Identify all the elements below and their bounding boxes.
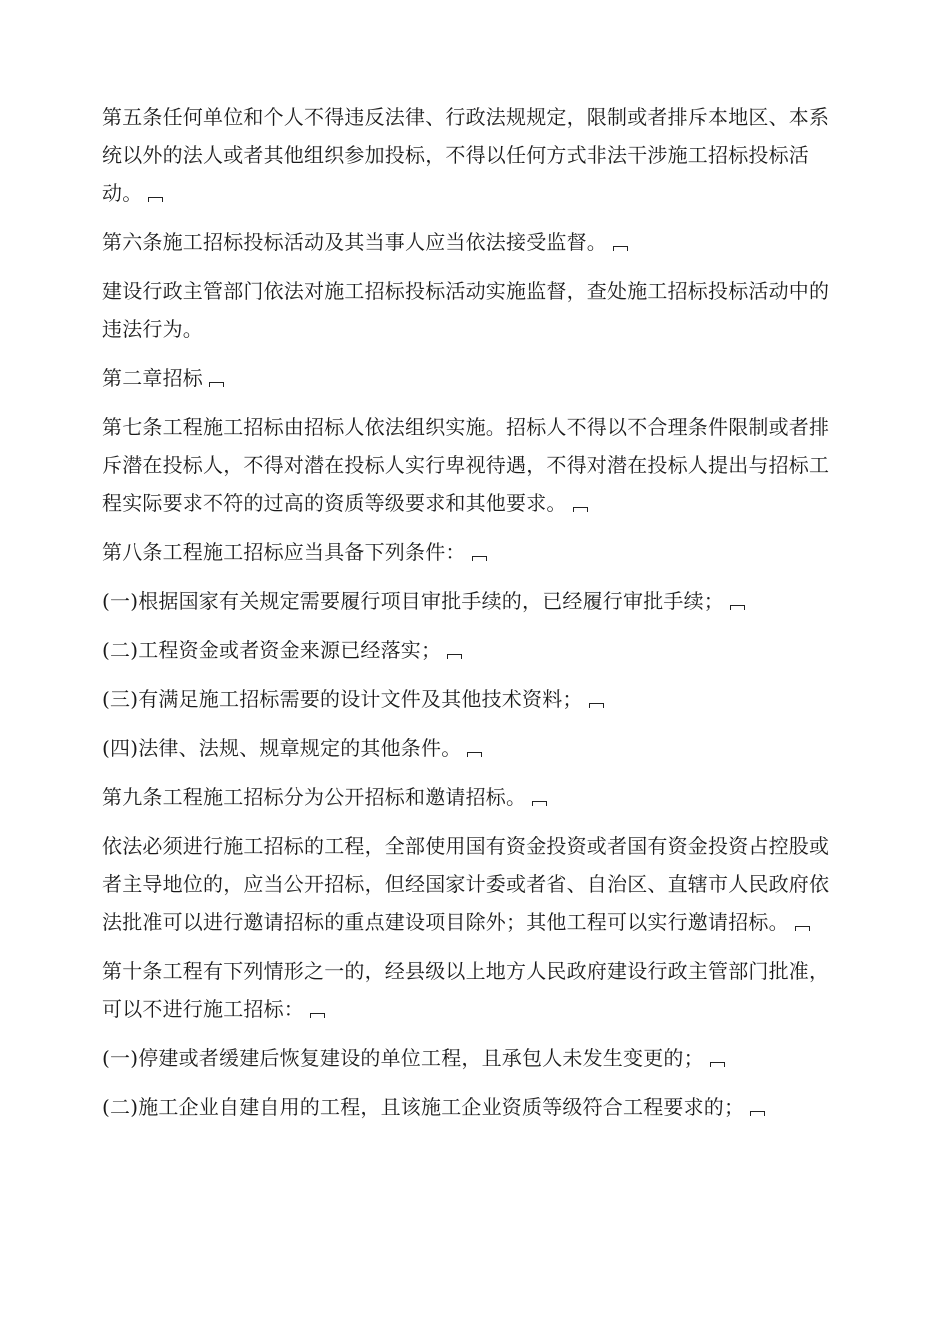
paragraph-mark-icon [310,1013,325,1018]
paragraph-text: (一)根据国家有关规定需要履行项目审批手续的，已经履行审批手续； [102,589,725,613]
paragraph-mark-icon [613,246,628,251]
paragraph-text: (三)有满足施工招标需要的设计文件及其他技术资料； [102,687,583,711]
paragraph-item-8-3 [102,680,844,718]
paragraph-text: 依法必须进行施工招标的工程，全部使用国有资金投资或者国有资金投资占控股或者主导地位的，应当公开招标，但经国家计委或者省、自治区、直辖市人民政府依法批准可以进行邀请招标的重点建设项目除外；其他工程可以实行邀请招标。 [102,834,830,934]
paragraph-text: 第八条工程施工招标应当具备下列条件： [102,540,466,564]
paragraph-article-9 [102,778,844,816]
paragraph-mark-icon [710,1062,725,1067]
paragraph-item-8-2 [102,631,844,669]
paragraph-mark-icon [447,654,462,659]
paragraph-article-6 [102,223,844,261]
paragraph-text: 第六条施工招标投标活动及其当事人应当依法接受监督。 [102,230,607,254]
paragraph-mark-icon [472,556,487,561]
paragraph-mark-icon [589,703,604,708]
paragraph-text: 第五条任何单位和个人不得违反法律、行政法规规定，限制或者排斥本地区、本系统以外的法人或者其他组织参加投标，不得以任何方式非法干涉施工招标投标活动。 [102,105,830,205]
document-body [102,98,844,1137]
paragraph-mark-icon [532,801,547,806]
paragraph-mark-icon [730,605,745,610]
paragraph-item-8-4 [102,729,844,767]
paragraph-text: (二)施工企业自建自用的工程，且该施工企业资质等级符合工程要求的； [102,1095,745,1119]
paragraph-text: (一)停建或者缓建后恢复建设的单位工程，且承包人未发生变更的； [102,1046,704,1070]
paragraph-item-10-1 [102,1039,844,1077]
paragraph-article-7 [102,408,844,522]
paragraph-text: 第十条工程有下列情形之一的，经县级以上地方人民政府建设行政主管部门批准，可以不进行施工招标： [102,959,830,1021]
paragraph-text: (四)法律、法规、规章规定的其他条件。 [102,736,462,760]
paragraph-mark-icon [148,197,163,202]
paragraph-text: 第七条工程施工招标由招标人依法组织实施。招标人不得以不合理条件限制或者排斥潜在投标人，不得对潜在投标人实行卑视待遇，不得对潜在投标人提出与招标工程实际要求不符的过高的资质等级要求和其他要求。 [102,415,830,515]
chapter-heading-2 [102,359,844,397]
paragraph-item-10-2 [102,1088,844,1126]
paragraph-article-10 [102,952,844,1028]
paragraph-text: 建设行政主管部门依法对施工招标投标活动实施监督，查处施工招标投标活动中的违法行为。 [102,279,830,341]
paragraph-text: 第九条工程施工招标分为公开招标和邀请招标。 [102,785,527,809]
paragraph-item-8-1 [102,582,844,620]
paragraph-supervision [102,272,844,348]
paragraph-text: 第二章招标 [102,366,203,390]
paragraph-mark-icon [209,382,224,387]
paragraph-article-5 [102,98,844,212]
paragraph-mark-icon [467,752,482,757]
paragraph-mark-icon [573,507,588,512]
paragraph-article-9-detail [102,827,844,941]
paragraph-mark-icon [795,926,810,931]
paragraph-article-8 [102,533,844,571]
paragraph-text: (二)工程资金或者资金来源已经落实； [102,638,442,662]
paragraph-mark-icon [750,1111,765,1116]
